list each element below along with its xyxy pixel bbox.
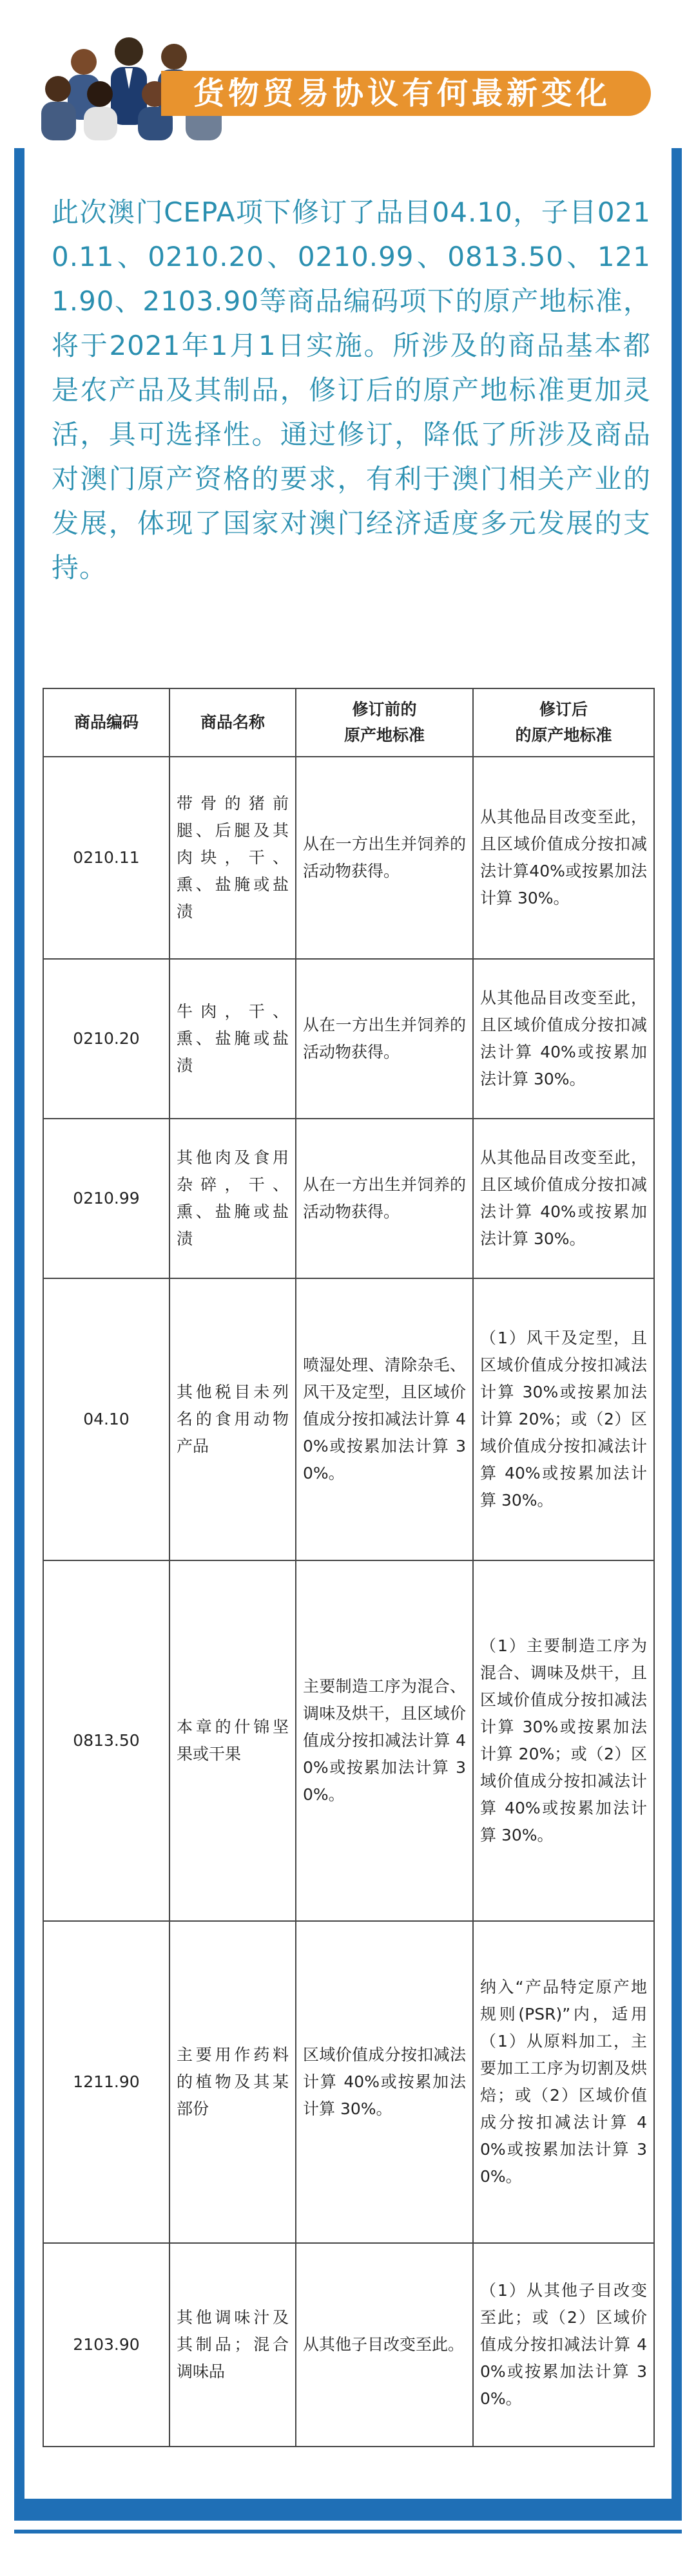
rules-of-origin-table (43, 688, 653, 2447)
cell-name: 其他肉及食用杂碎，干、熏、盐腌或盐渍 (169, 1119, 296, 1278)
cell-code: 2103.90 (43, 2243, 169, 2447)
table-row (43, 1560, 654, 1921)
table-row (43, 2243, 654, 2447)
frame-bottom-border (14, 2499, 682, 2521)
cell-name: 本章的什锦坚果或干果 (169, 1560, 296, 1921)
cell-before: 从在一方出生并饲养的活动物获得。 (296, 959, 473, 1119)
table-row (43, 1278, 654, 1560)
cell-before: 从其他子目改变至此。 (296, 2243, 473, 2447)
cell-name: 其他税目未列名的食用动物产品 (169, 1278, 296, 1560)
cell-after: （1）主要制造工序为混合、调味及烘干，且区域价值成分按扣减法计算 30%或按累加法计算 20%；或（2）区域价值成分按扣减法计算 40%或按累加法计算 30%。 (473, 1560, 654, 1921)
frame-left-border (14, 148, 24, 2499)
cell-after: （1）从其他子目改变至此；或（2）区域价值成分按扣减法计算 40%或按累加法计算 30%。 (473, 2243, 654, 2447)
table-row (43, 757, 654, 959)
cell-after: 从其他品目改变至此，且区域价值成分按扣减法计算 40%或按累加法计算 30%。 (473, 1119, 654, 1278)
comparison-table (43, 688, 655, 2447)
frame-right-border (672, 148, 682, 2499)
header (0, 0, 696, 148)
cell-name: 带骨的猪前腿、后腿及其肉块，干、熏、盐腌或盐渍 (169, 757, 296, 959)
cell-code: 1211.90 (43, 1921, 169, 2243)
header-name: 商品名称 (169, 688, 296, 757)
cell-code: 0210.11 (43, 757, 169, 959)
cell-name: 主要用作药料的植物及其某部份 (169, 1921, 296, 2243)
header-after: 修订后 的原产地标准 (473, 688, 654, 757)
cell-after: 纳入“产品特定原产地规则(PSR)”内，适用（1）从原料加工，主要加工工序为切割及烘焙；或（2）区域价值成分按扣减法计算 40%或按累加法计算 30%。 (473, 1921, 654, 2243)
cell-code: 04.10 (43, 1278, 169, 1560)
cell-before: 区域价值成分按扣减法计算 40%或按累加法计算 30%。 (296, 1921, 473, 2243)
table-row (43, 1119, 654, 1278)
cell-name: 牛肉，干、熏、盐腌或盐渍 (169, 959, 296, 1119)
header-before: 修订前的 原产地标准 (296, 688, 473, 757)
cell-after: （1）风干及定型，且区域价值成分按扣减法计算 30%或按累加法计算 20%；或（2）区域价值成分按扣减法计算 40%或按累加法计算 30%。 (473, 1278, 654, 1560)
cell-name: 其他调味汁及其制品；混合调味品 (169, 2243, 296, 2447)
header-code: 商品编码 (43, 688, 169, 757)
cell-code: 0813.50 (43, 1560, 169, 1921)
cell-before: 主要制造工序为混合、调味及烘干，且区域价值成分按扣减法计算 40%或按累加法计算 30%。 (296, 1560, 473, 1921)
frame-bottom-line (14, 2530, 682, 2533)
table-row (43, 1921, 654, 2243)
cell-before: 喷湿处理、清除杂毛、风干及定型，且区域价值成分按扣减法计算 40%或按累加法计算 30%。 (296, 1278, 473, 1560)
page-title: 货物贸易协议有何最新变化 (193, 75, 612, 111)
cell-after: 从其他品目改变至此，且区域价值成分按扣减法计算40%或按累加法计算 30%。 (473, 757, 654, 959)
table-header-row (43, 688, 654, 757)
cell-code: 0210.99 (43, 1119, 169, 1278)
cell-before: 从在一方出生并饲养的活动物获得。 (296, 757, 473, 959)
table-row (43, 959, 654, 1119)
cell-code: 0210.20 (43, 959, 169, 1119)
cell-after: 从其他品目改变至此，且区域价值成分按扣减法计算 40%或按累加法计算 30%。 (473, 959, 654, 1119)
intro-paragraph: 此次澳门CEPA项下修订了品目04.10，子目0210.11、0210.20、0210.99、0813.50、1211.90、2103.90等商品编码项下的原产地标准，将于2021年1月1日实施。所涉及的商品基本都是农产品及其制品，修订后的原产地标准更加灵活，具可选择性。通过修订，降低了所涉及商品对澳门原产资格的要求，有利于澳门相关产业的发展，体现了国家对澳门经济适度多元发展的支持。 (52, 196, 651, 583)
cell-before: 从在一方出生并饲养的活动物获得。 (296, 1119, 473, 1278)
